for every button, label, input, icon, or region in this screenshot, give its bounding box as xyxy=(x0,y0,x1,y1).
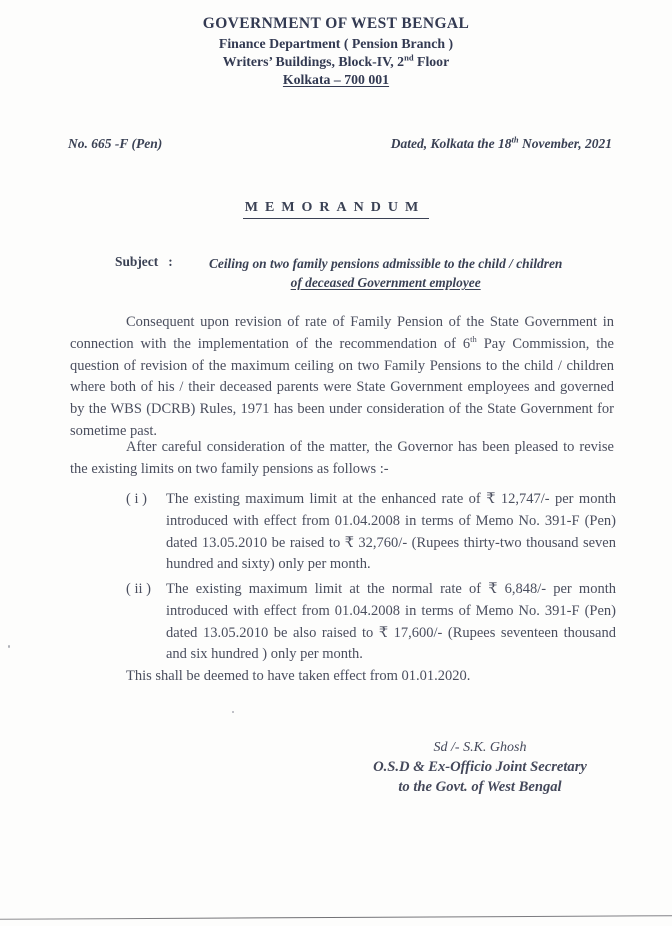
subject-line1: Ceiling on two family pensions admissible to the child / children xyxy=(208,256,563,271)
signature-block xyxy=(340,740,620,797)
letterhead xyxy=(0,15,672,89)
memo-title: MEMORANDUM xyxy=(243,200,429,219)
subject-label: Subject : xyxy=(115,254,173,269)
signatory-designation: O.S.D & Ex-Officio Joint Secretary xyxy=(373,759,587,775)
date-superscript: th xyxy=(511,134,519,145)
date-line xyxy=(391,136,612,152)
list-item-i-text: The existing maximum limit at the enhanced rate of ₹ 12,747/- per month introduced with effect from 01.04.2008 in terms of Memo No. 391-F (Pen) dated 13.05.2010 be raised to ₹ 32,760/- (Rupees thirty-two thousand seven hundred and sixty) only per month. xyxy=(166,491,616,573)
date-text: Dated, Kolkata the 18 xyxy=(390,136,512,151)
subject-line2 xyxy=(185,273,587,292)
paragraph-1-text-post: Pay Commission, the question of revision of the maximum ceiling on two Family Pensions to the child / children where both of his / their deceased parents were State Government employees and governed by the WBS (DCRB) Rules, 1971 has been under consideration of the State Government for sometime past. xyxy=(70,335,614,439)
paragraph-1-superscript: th xyxy=(470,333,477,344)
list-item-ii-label: ( ii ) xyxy=(126,581,151,597)
title-row xyxy=(0,198,672,219)
closing-line: This shall be deemed to have taken effect from 01.01.2020. xyxy=(126,668,471,684)
address-text-post: Floor xyxy=(413,54,450,69)
org-name: GOVERNMENT OF WEST BENGAL xyxy=(202,15,470,32)
address-line xyxy=(0,54,672,70)
paragraph-1 xyxy=(70,312,614,443)
address-superscript: nd xyxy=(404,52,414,63)
list-item-i-label: ( i ) xyxy=(126,491,147,507)
city-line: Kolkata – 700 001 xyxy=(282,72,390,87)
signatory-office: to the Govt. of West Bengal xyxy=(398,778,562,795)
memo-number: No. 665 -F (Pen) xyxy=(68,136,163,151)
list-item-ii-text: The existing maximum limit at the normal rate of ₹ 6,848/- per month introduced with effect from 01.04.2008 in terms of Memo No. 391-F (Pen) dated 13.05.2010 be also raised to ₹ 17,600/- (Rupees seventeen thousand and six hundred ) only per month. xyxy=(166,581,616,663)
scan-artifact-line xyxy=(0,915,672,920)
subject-line2-text: of deceased Government employee xyxy=(290,275,481,290)
paragraph-1-text: Consequent upon revision of rate of Family Pension of the State Government in connection with the implementation of the recommendation of 6 xyxy=(70,314,614,352)
scan-speckle xyxy=(8,645,10,648)
signatory-name: Sd /- S.K. Ghosh xyxy=(433,740,527,755)
address-text: Writers’ Buildings, Block-IV, 2 xyxy=(222,54,405,69)
list-item-i xyxy=(126,489,616,576)
scan-speckle xyxy=(232,711,234,713)
paragraph-2: After careful consideration of the matter, the Governor has been pleased to revise the existing limits on two family pensions as follows :- xyxy=(70,439,614,477)
subject-block xyxy=(115,254,612,292)
reference-line xyxy=(68,136,612,152)
date-text-post: November, 2021 xyxy=(518,136,612,151)
subject-text xyxy=(185,254,587,292)
dept-name: Finance Department ( Pension Branch ) xyxy=(218,36,454,51)
list-item-ii xyxy=(126,579,616,666)
